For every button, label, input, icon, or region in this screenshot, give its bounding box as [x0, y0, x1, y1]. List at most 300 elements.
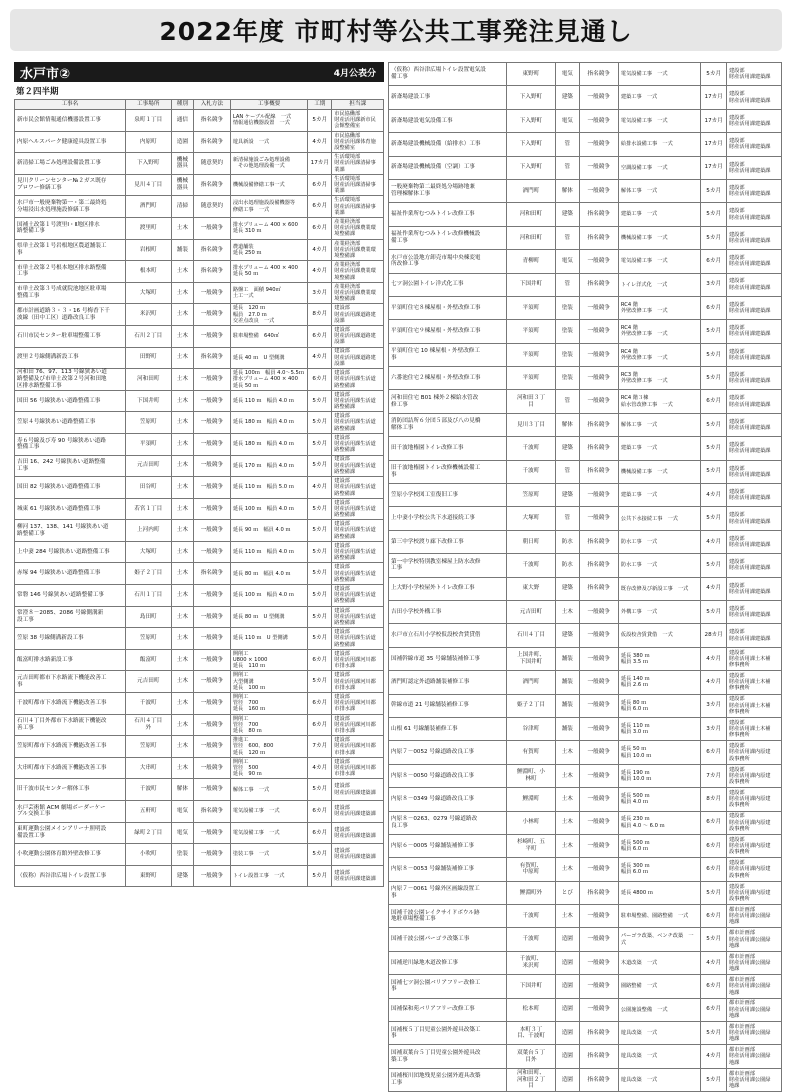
work-period: 5カ月 — [701, 203, 727, 226]
work-period: 5カ月 — [308, 844, 332, 866]
work-name: 内原８－0263、0279 号線道路改 良工事 — [389, 811, 507, 834]
department: 建設部 財産活用課建築課 — [726, 624, 781, 647]
table-row — [389, 320, 782, 343]
table-row — [389, 413, 782, 436]
works-table-right — [388, 62, 782, 1092]
table-row — [15, 736, 384, 758]
work-summary: 延長 100 ｍ 幅員 4.0 ｍ — [230, 585, 307, 607]
table-row — [15, 282, 384, 304]
work-summary: LAN ケーブル配線 一式 情報通信機器設置 一式 — [230, 110, 307, 132]
work-location: 上国井町、 下国井町 — [506, 647, 555, 670]
column-header: 工事概要 — [230, 100, 307, 110]
work-type: 清掃 — [171, 196, 193, 218]
bid-method: 一般競争 — [579, 998, 618, 1021]
table-row — [389, 343, 782, 366]
work-location: 岩根町 — [125, 239, 171, 261]
work-name: 福祉作業所むつみトイレ改修工事 — [389, 203, 507, 226]
work-period: 4カ月 — [701, 577, 727, 600]
work-location: 東野町 — [506, 63, 555, 86]
work-type: 塗装 — [556, 367, 580, 390]
work-location: 石川２丁目 — [125, 325, 171, 347]
work-name: 国補逆川緑地木道改修工事 — [389, 951, 507, 974]
bid-method: 一般競争 — [193, 325, 230, 347]
table-row — [389, 811, 782, 834]
work-summary: 仮設校舎賃貸借 一式 — [618, 624, 701, 647]
column-header: 工事名 — [15, 100, 126, 110]
work-name: 柳河 137、138、141 号線狭あい道 路整備工事 — [15, 520, 126, 542]
department: 建設部 財産活用課道路建 設課 — [332, 347, 384, 369]
work-period: 4カ月 — [308, 131, 332, 153]
region-name: 水戸市② — [20, 66, 71, 82]
work-type: 舗装 — [171, 239, 193, 261]
work-period: 5カ月 — [701, 226, 727, 249]
work-summary: 建築工事 一式 — [618, 437, 701, 460]
work-location: 元吉田町 — [125, 455, 171, 477]
work-type: 土木 — [556, 600, 580, 623]
bid-method: 指名競争 — [579, 226, 618, 249]
work-period: 17カ月 — [701, 109, 727, 132]
column-header: 種別 — [171, 100, 193, 110]
work-type: 電気 — [556, 250, 580, 273]
work-period: 6カ月 — [701, 858, 727, 881]
work-summary: 電気設備工事 一式 — [618, 250, 701, 273]
work-location: 平須町 — [506, 343, 555, 366]
work-type: 建築 — [556, 624, 580, 647]
department: 建設部 財産活用課生活道 路整備課 — [332, 585, 384, 607]
table-row — [389, 1045, 782, 1068]
department: 都市計画部 財産活用課公園緑 地課 — [726, 975, 781, 998]
work-location: 千波町 — [506, 460, 555, 483]
work-period: 7カ月 — [308, 736, 332, 758]
work-period: 5カ月 — [308, 628, 332, 650]
work-name: 大串町都市下水路流下機能改善工事 — [15, 757, 126, 779]
work-type: 解体 — [556, 179, 580, 202]
work-summary: 電気設備工事 一式 — [230, 822, 307, 844]
work-summary: 新清掃施設ごみ処理設備 その他処理設備一式 — [230, 153, 307, 175]
table-row — [389, 273, 782, 296]
work-location: 石川１丁目 — [125, 585, 171, 607]
work-summary: 延長 80 ｍ 幅員 4.0 ｍ — [230, 563, 307, 585]
work-name: 石川市民センター駐車場整備工事 — [15, 325, 126, 347]
work-summary: 外構工事 一式 — [618, 600, 701, 623]
work-name: 新斎場建設機械設備（給排水）工事 — [389, 133, 507, 156]
department: 建設部 財産活用課建築課 — [726, 437, 781, 460]
work-location: 田谷町 — [125, 477, 171, 499]
work-type: 管 — [556, 226, 580, 249]
bid-method: 一般競争 — [579, 811, 618, 834]
work-summary: 遊具改築 一式 — [618, 1068, 701, 1091]
work-name: 内原７－0052 号線道路改良工事 — [389, 741, 507, 764]
work-summary: 解体工事 一式 — [618, 413, 701, 436]
table-row — [389, 203, 782, 226]
works-table-left — [14, 99, 384, 887]
work-period: 3カ月 — [308, 282, 332, 304]
work-period: 5カ月 — [308, 865, 332, 887]
work-name: 元吉田町都市下水路流下機能改善工 事 — [15, 671, 126, 693]
work-period: 6カ月 — [308, 174, 332, 196]
work-summary: 延長 100 ｍ 幅員 4.0 ｍ — [230, 498, 307, 520]
work-type: 土木 — [171, 541, 193, 563]
table-row — [389, 554, 782, 577]
left-column — [14, 62, 384, 887]
work-location: 平須町 — [125, 433, 171, 455]
work-location: 平須町 — [506, 296, 555, 319]
work-summary: 給排水設備工事 一式 — [618, 133, 701, 156]
region-note: 4月公表分 — [333, 68, 376, 79]
bid-method: 一般競争 — [193, 217, 230, 239]
table-row — [389, 928, 782, 951]
work-type: 土木 — [556, 834, 580, 857]
department: 建設部 財産活用課建築課 — [726, 343, 781, 366]
work-name: 新斎場建設機械設備（空調）工事 — [389, 156, 507, 179]
work-type: 防水 — [556, 530, 580, 553]
work-summary: 解体工事 一式 — [230, 779, 307, 801]
work-name: 河和田 76、97、113 号線狭あい道 路整備及び市単土改第２号河和田地 区排水路整備工事 — [15, 369, 126, 391]
work-location: 笠原町 — [125, 412, 171, 434]
department: 都市計画部 財産活用課公園緑 地課 — [726, 998, 781, 1021]
work-name: 水戸市一般廃棄物第一・第二最終処 分場浸出水処理施設修繕工事 — [15, 196, 126, 218]
table-header-row — [15, 100, 384, 110]
work-location: 下国井町 — [506, 273, 555, 296]
work-name: 内原８－0050 号線道路改良工事 — [389, 764, 507, 787]
work-period: 4カ月 — [701, 671, 727, 694]
work-name: 第三中学校渡り廊下改修工事 — [389, 530, 507, 553]
department: 市民協働部 財産活用課体育施 設整備室 — [332, 131, 384, 153]
work-type: 土木 — [556, 741, 580, 764]
department: 産業経済部 財産活用課農業環 境整備課 — [332, 239, 384, 261]
work-location: 河和田町 — [125, 369, 171, 391]
table-row — [389, 788, 782, 811]
work-location: 島田町 — [125, 606, 171, 628]
work-name: 国補桜川団地残児童公園外遊具改築 工事 — [389, 1068, 507, 1091]
work-name: 千波町都市下水路流下機能改善工事 — [15, 693, 126, 715]
work-name: 上中妻 284 号線狭あい道路整備工事 — [15, 541, 126, 563]
department: 建設部 財産活用課建築課 — [332, 779, 384, 801]
table-row — [15, 714, 384, 736]
work-summary: 遊具改築 一式 — [618, 1045, 701, 1068]
work-period: 5カ月 — [308, 606, 332, 628]
department: 建設部 財産活用課建築課 — [726, 179, 781, 202]
work-type: 電気 — [556, 63, 580, 86]
work-type: 建築 — [556, 437, 580, 460]
department: 建設部 財産活用課建築課 — [332, 865, 384, 887]
work-location: 千波町 — [125, 693, 171, 715]
work-name: 国補千波公園パーゴラ改築工事 — [389, 928, 507, 951]
work-location: 千波町 — [506, 928, 555, 951]
department: 建設部 財産活用課建築課 — [726, 554, 781, 577]
work-name: 福祉作業所むつみトイレ改修機械設 備工事 — [389, 226, 507, 249]
table-row — [389, 460, 782, 483]
work-name: 石川４丁目外都市下水路流下機能改 善工事 — [15, 714, 126, 736]
work-type: 管 — [556, 460, 580, 483]
work-type: 土木 — [171, 693, 193, 715]
work-period: 4カ月 — [308, 757, 332, 779]
work-name: 旧千波地権園トイレ改修機械設備工 事 — [389, 460, 507, 483]
department: 建設部 財産活用課建築課 — [726, 86, 781, 109]
bid-method: 指名競争 — [193, 131, 230, 153]
work-name: 市単土改第３号成就院池地区駐車場 整備工事 — [15, 282, 126, 304]
table-row — [389, 133, 782, 156]
column-header: 工期 — [308, 100, 332, 110]
work-period: 6カ月 — [701, 905, 727, 928]
work-type: 土木 — [171, 671, 193, 693]
work-location: 田野町 — [125, 347, 171, 369]
department: 建設部 財産活用課建築課 — [726, 133, 781, 156]
table-row — [389, 881, 782, 904]
work-period: 6カ月 — [308, 822, 332, 844]
bid-method: 一般競争 — [579, 507, 618, 530]
work-location: 朝日町 — [506, 530, 555, 553]
work-period: 4カ月 — [701, 484, 727, 507]
work-name: 平須町住宅９棟屋根・外壁改修工事 — [389, 320, 507, 343]
work-summary: パーゴラ改築、ベンチ改築 一 式 — [618, 928, 701, 951]
work-type: 管 — [556, 133, 580, 156]
work-period: 3カ月 — [701, 694, 727, 717]
work-period: 5カ月 — [308, 412, 332, 434]
work-summary: 延長 120 ｍ 幅員 27.0 ｍ 交差点改良 一式 — [230, 304, 307, 326]
work-type: 土木 — [171, 714, 193, 736]
work-period: 5カ月 — [308, 541, 332, 563]
work-summary: 機械設備修繕工事一式 — [230, 174, 307, 196]
department: 建設部 財産活用課建築課 — [726, 63, 781, 86]
work-summary: 駐車場整備 640㎡ — [230, 325, 307, 347]
work-name: 内原ヘルスパーク健康遊具設置工事 — [15, 131, 126, 153]
bid-method: 一般競争 — [193, 520, 230, 542]
work-type: 舗装 — [556, 647, 580, 670]
work-location: 石川４丁目 外 — [125, 714, 171, 736]
department: 建設部 財産活用課生活道 路整備課 — [332, 477, 384, 499]
table-row — [389, 530, 782, 553]
work-period: 5カ月 — [308, 563, 332, 585]
work-type: 管 — [556, 156, 580, 179]
work-period: 5カ月 — [701, 600, 727, 623]
bid-method: 一般競争 — [193, 585, 230, 607]
work-summary: 延長 100ｍ 幅員 4.0～5.5ｍ 排水プリューム 400 × 400 延長 50 ｍ — [230, 369, 307, 391]
work-location: 松本町 — [506, 998, 555, 1021]
department: 都市計画部 財産活用課公園緑 地課 — [726, 1068, 781, 1091]
department: 市民協働部 財産活用課新市民 会館整備室 — [332, 110, 384, 132]
work-period: 3カ月 — [701, 717, 727, 740]
work-name: 国補保和苑バリアフリー改修工事 — [389, 998, 507, 1021]
bid-method: 一般競争 — [579, 600, 618, 623]
department: 建設部 財産活用課内原建 設事務所 — [726, 811, 781, 834]
work-location: 五軒町 — [125, 801, 171, 823]
bid-method: 指名競争 — [579, 203, 618, 226]
table-row — [15, 801, 384, 823]
work-name: 城東 61 号線狭あい道路整備工事 — [15, 498, 126, 520]
bid-method: 一般競争 — [579, 86, 618, 109]
work-period: 6カ月 — [701, 811, 727, 834]
work-type: 解体 — [556, 413, 580, 436]
work-period: 5カ月 — [308, 498, 332, 520]
work-location: 下入野町 — [506, 86, 555, 109]
department: 生活環境部 財産活用課清掃事 業課 — [332, 196, 384, 218]
work-name: 上大野小学校屋外トイレ改修工事 — [389, 577, 507, 600]
work-period: 6カ月 — [308, 325, 332, 347]
work-summary: 開削工 U800 × 1000 延長 110 ｍ — [230, 649, 307, 671]
work-type: 造園 — [171, 131, 193, 153]
table-row — [15, 541, 384, 563]
work-period: 17カ月 — [701, 86, 727, 109]
work-type: 土木 — [171, 304, 193, 326]
table-row — [15, 757, 384, 779]
work-type: 造園 — [556, 1022, 580, 1045]
bid-method: 一般競争 — [579, 834, 618, 857]
work-summary: 推進工 管径 600、800 延長 120 ｍ — [230, 736, 307, 758]
work-name: 第一中学校特別教室棟屋上防水改修 工事 — [389, 554, 507, 577]
work-location: 河和田町 — [506, 226, 555, 249]
table-row — [389, 1022, 782, 1045]
work-summary: 公共下水接続工事 一式 — [618, 507, 701, 530]
work-location: 青柳町 — [506, 250, 555, 273]
region-header — [14, 62, 384, 82]
department: 建設部 財産活用課建築課 — [726, 600, 781, 623]
period-label: 第２四半期 — [16, 87, 59, 97]
work-location: 有賀町、 中原町 — [506, 858, 555, 881]
work-name: 消防団詰所６分団５部及び八の見橋 解体工事 — [389, 413, 507, 436]
work-summary: 延長 80 ｍ 幅員 6.0 ｍ — [618, 694, 701, 717]
work-location: 千波町、 米沢町 — [506, 951, 555, 974]
bid-method: 指名競争 — [193, 801, 230, 823]
bid-method: 指名競争 — [193, 174, 230, 196]
work-type: 電気 — [171, 822, 193, 844]
work-location: 千波町 — [506, 554, 555, 577]
work-type: 土木 — [171, 628, 193, 650]
bid-method: 一般競争 — [579, 671, 618, 694]
bid-method: 一般競争 — [193, 628, 230, 650]
work-name: 山根 61 号線舗装補修工事 — [389, 717, 507, 740]
bid-method: 指名競争 — [193, 563, 230, 585]
work-location: 千波町 — [506, 905, 555, 928]
work-location: 下入野町 — [506, 156, 555, 179]
work-period: 4カ月 — [701, 1045, 727, 1068]
table-row — [389, 109, 782, 132]
work-type: 土木 — [171, 520, 193, 542]
work-name: 国補千波公園レイクサイドボウル跡 地駐車場整備工事 — [389, 905, 507, 928]
work-name: 東町運動公園メインアリーナ照明設 備設置工事 — [15, 822, 126, 844]
work-summary: RC4 階 外壁改修工事 一式 — [618, 343, 701, 366]
work-type: 造園 — [556, 951, 580, 974]
table-row — [15, 347, 384, 369]
department: 建設部 財産活用課建築課 — [726, 156, 781, 179]
work-type: 管 — [556, 273, 580, 296]
work-name: 常磐 146 号線狭あい道路整備工事 — [15, 585, 126, 607]
work-location: 上河内町 — [125, 520, 171, 542]
department: 建設部 財産活用課建築課 — [726, 367, 781, 390]
table-row — [389, 86, 782, 109]
work-summary: 防水工事 一式 — [618, 554, 701, 577]
work-name: 水戸市立石川小学校仮設校舎賃貸借 — [389, 624, 507, 647]
work-type: 土木 — [171, 455, 193, 477]
department: 建設部 財産活用課生活道 路整備課 — [332, 369, 384, 391]
work-type: 土木 — [171, 477, 193, 499]
table-row — [15, 217, 384, 239]
work-summary: 既存改修及び新設工事 一式 — [618, 577, 701, 600]
work-period: 6カ月 — [308, 649, 332, 671]
department: 建設部 財産活用課建築課 — [726, 203, 781, 226]
work-period: 6カ月 — [308, 217, 332, 239]
bid-method: 指名競争 — [193, 261, 230, 283]
work-name: 新市民会館情報通信機器設置工事 — [15, 110, 126, 132]
bid-method: 指名競争 — [579, 1068, 618, 1091]
work-period: 4カ月 — [308, 347, 332, 369]
department: 建設部 財産活用課生活道 路整備課 — [332, 606, 384, 628]
department: 都市計画部 財産活用課公園緑 地課 — [726, 951, 781, 974]
bid-method: 一般競争 — [193, 606, 230, 628]
work-summary: 開削工 管径 700 延長 160 ｍ — [230, 693, 307, 715]
work-summary: 延長 110 ｍ 幅員 4.0 ｍ — [230, 541, 307, 563]
work-type: 解体 — [171, 779, 193, 801]
bid-method: 一般競争 — [579, 694, 618, 717]
work-location: 河和田３丁 目 — [506, 390, 555, 413]
work-type: 建築 — [556, 577, 580, 600]
work-name: 新斎場建設工事 — [389, 86, 507, 109]
department: 都市計画部 財産活用課公園緑 地課 — [726, 928, 781, 951]
table-row — [15, 779, 384, 801]
department: 建設部 財産活用課建築課 — [726, 296, 781, 319]
work-location: 下国井町 — [125, 390, 171, 412]
work-summary: 延長 180 ｍ 幅員 4.0 ｍ — [230, 412, 307, 434]
work-name: 国補土改第１号渡里Ⅰ・Ⅱ地区排水 路整備工事 — [15, 217, 126, 239]
work-type: 電気 — [171, 801, 193, 823]
work-type: 土木 — [171, 498, 193, 520]
department: 建設部 財産活用課土木補 修事務所 — [726, 717, 781, 740]
table-row — [389, 367, 782, 390]
work-name: 新斎場建設電気設備工事 — [389, 109, 507, 132]
work-type: 土木 — [171, 606, 193, 628]
department: 建設部 財産活用課生活道 路整備課 — [332, 433, 384, 455]
work-name: 国田 82 号線狭あい道路整備工事 — [15, 477, 126, 499]
work-location: 鯉淵町 — [506, 788, 555, 811]
bid-method: 一般競争 — [193, 541, 230, 563]
work-name: 国補双葉台５丁目児童公園外遊具改 築工事 — [389, 1045, 507, 1068]
work-name: 笠原４号線狭あい道路整備工事 — [15, 412, 126, 434]
department: 建設部 財産活用課道路建 設課 — [332, 325, 384, 347]
department: 産業経済部 財産活用課農業環 境整備課 — [332, 282, 384, 304]
department: 都市計画部 財産活用課公園緑 地課 — [726, 905, 781, 928]
department: 建設部 財産活用課建築課 — [726, 577, 781, 600]
bid-method: 指名競争 — [579, 577, 618, 600]
work-location: 河和田町、 河和田２丁 目 — [506, 1068, 555, 1091]
column-header: 工事場所 — [125, 100, 171, 110]
table-row — [389, 390, 782, 413]
work-summary: 開削工 管径 700 延長 80 ｍ — [230, 714, 307, 736]
work-location: 東野町 — [125, 865, 171, 887]
work-type: 土木 — [556, 811, 580, 834]
page-title: 2022年度 市町村等公共工事発注見通し — [10, 9, 782, 51]
work-period: 5カ月 — [701, 460, 727, 483]
department: 生活環境部 財産活用課清掃事 業課 — [332, 153, 384, 175]
bid-method: 指名競争 — [579, 63, 618, 86]
work-summary: 解体工事 一式 — [618, 179, 701, 202]
work-location: 大塚町 — [125, 541, 171, 563]
table-row — [15, 174, 384, 196]
work-type: 建築 — [556, 86, 580, 109]
department: 建設部 財産活用課河川都 市排水課 — [332, 714, 384, 736]
table-row — [15, 498, 384, 520]
table-row — [389, 437, 782, 460]
work-summary: 排水プリューム 400 × 400 延長 50 ｍ — [230, 261, 307, 283]
work-type: 防水 — [556, 554, 580, 577]
work-name: 内原６－0005 号線舗装補修工事 — [389, 834, 507, 857]
work-location: 見川４丁目 — [125, 174, 171, 196]
table-row — [15, 693, 384, 715]
department: 建設部 財産活用課建築課 — [332, 822, 384, 844]
table-row — [389, 671, 782, 694]
work-period: 5カ月 — [308, 671, 332, 693]
work-name: 水戸芸術館 ACM 劇場ボーダーケー ブル交換工事 — [15, 801, 126, 823]
work-location: 東大野 — [506, 577, 555, 600]
